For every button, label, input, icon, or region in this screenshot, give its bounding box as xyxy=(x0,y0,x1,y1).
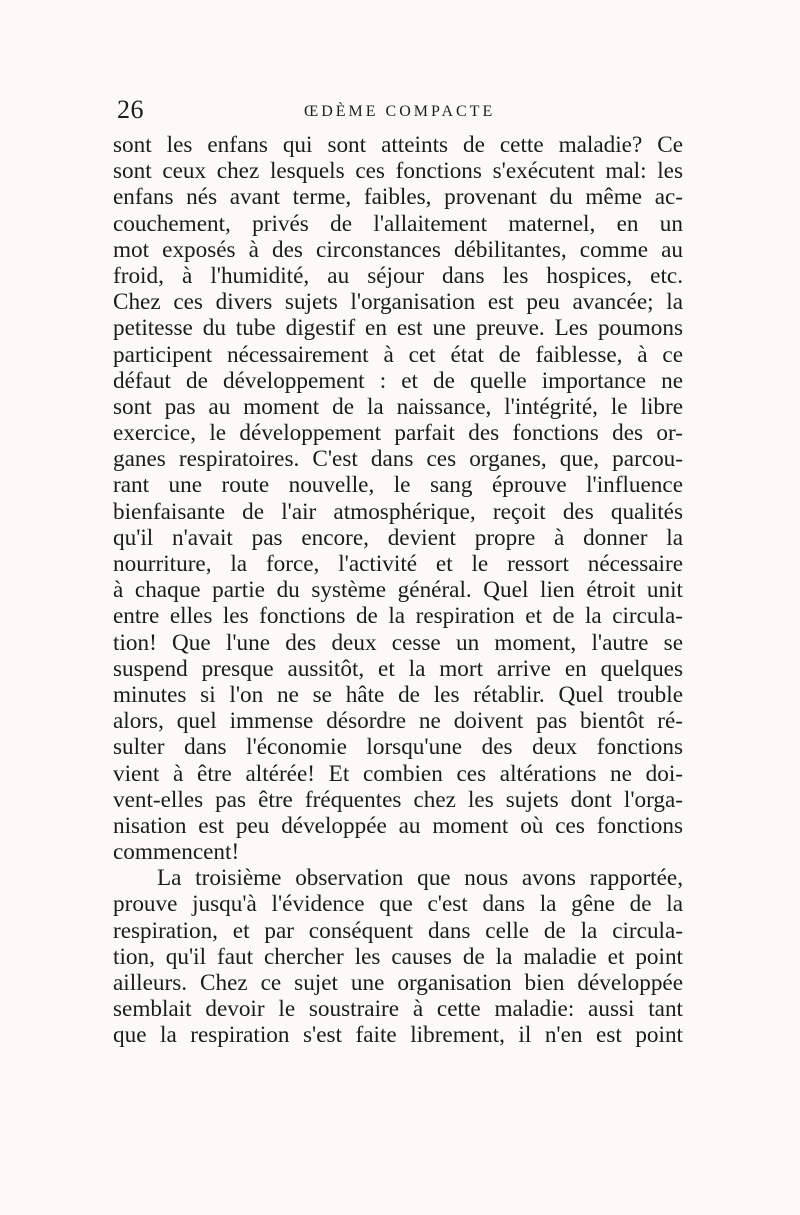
text-line: prouve jusqu'à l'évidence que c'est dans la gêne de la xyxy=(113,891,683,918)
page-number: 26 xyxy=(117,95,144,124)
text-line: minutes si l'on ne se hâte de les rétablir. Quel trouble xyxy=(113,681,683,708)
text-line: ganes respiratoires. C'est dans ces organes, que, parcou- xyxy=(113,446,683,473)
text-line: vient à être altérée! Et combien ces altérations ne doi- xyxy=(113,760,683,787)
text-line: vent-elles pas être fréquentes chez les sujets dont l'orga- xyxy=(113,786,683,813)
text-line: enfans nés avant terme, faibles, provenant du même ac- xyxy=(113,184,683,211)
text-line: suspend presque aussitôt, et la mort arrive en quelques xyxy=(113,655,683,682)
text-line: mot exposés à des circonstances débilitantes, comme au xyxy=(113,236,683,263)
text-line: tion, qu'il faut chercher les causes de la maladie et point xyxy=(113,943,683,970)
text-line: exercice, le développement parfait des fonctions des or- xyxy=(113,420,683,447)
text-line: qu'il n'avait pas encore, devient propre à donner la xyxy=(113,524,683,551)
text-line: nisation est peu développée au moment où ces fonctions xyxy=(113,812,683,839)
running-title: ŒDÈME COMPACTE xyxy=(304,103,496,120)
paragraph-start-line: La troisième observation que nous avons rapportée, xyxy=(157,865,683,892)
text-line: respiration, et par conséquent dans celle de la circula- xyxy=(113,917,683,944)
text-line: sont les enfans qui sont atteints de cette maladie? Ce xyxy=(113,132,683,158)
text-line: sulter dans l'économie lorsqu'une des deux fonctions xyxy=(113,734,683,761)
text-line: sont pas au moment de la naissance, l'intégrité, le libre xyxy=(113,393,683,420)
text-line: nourriture, la force, l'activité et le ressort nécessaire xyxy=(113,551,683,577)
text-line: couchement, privés de l'allaitement maternel, en un xyxy=(113,210,683,237)
text-line: entre elles les fonctions de la respiration et de la circula- xyxy=(113,603,683,630)
text-line: petitesse du tube digestif en est une preuve. Les poumons xyxy=(113,315,683,342)
text-line: froid, à l'humidité, au séjour dans les hospices, etc. xyxy=(113,262,683,289)
text-line: que la respiration s'est faite librement, il n'en est point xyxy=(113,1022,683,1049)
text-line: défaut de développement : et de quelle importance ne xyxy=(113,367,683,394)
paragraph-end-line: commencent! xyxy=(113,839,240,866)
text-line: Chez ces divers sujets l'organisation est peu avancée; la xyxy=(113,289,683,316)
text-line: tion! Que l'une des deux cesse un moment, l'autre se xyxy=(113,629,683,656)
text-line: participent nécessairement à cet état de faiblesse, à ce xyxy=(113,341,683,368)
body-text xyxy=(113,132,683,1049)
text-line: semblait devoir le soustraire à cette maladie: aussi tant xyxy=(113,996,683,1023)
running-head xyxy=(0,95,800,131)
text-line: sont ceux chez lesquels ces fonctions s'exécutent mal: les xyxy=(113,158,683,185)
text-line: rant une route nouvelle, le sang éprouve l'influence xyxy=(113,472,683,499)
text-line: bienfaisante de l'air atmosphérique, reçoit des qualités xyxy=(113,498,683,525)
text-line: ailleurs. Chez ce sujet une organisation bien développée xyxy=(113,970,683,996)
text-line: à chaque partie du système général. Quel lien étroit unit xyxy=(113,577,683,604)
text-line: alors, quel immense désordre ne doivent pas bientôt ré- xyxy=(113,708,683,735)
